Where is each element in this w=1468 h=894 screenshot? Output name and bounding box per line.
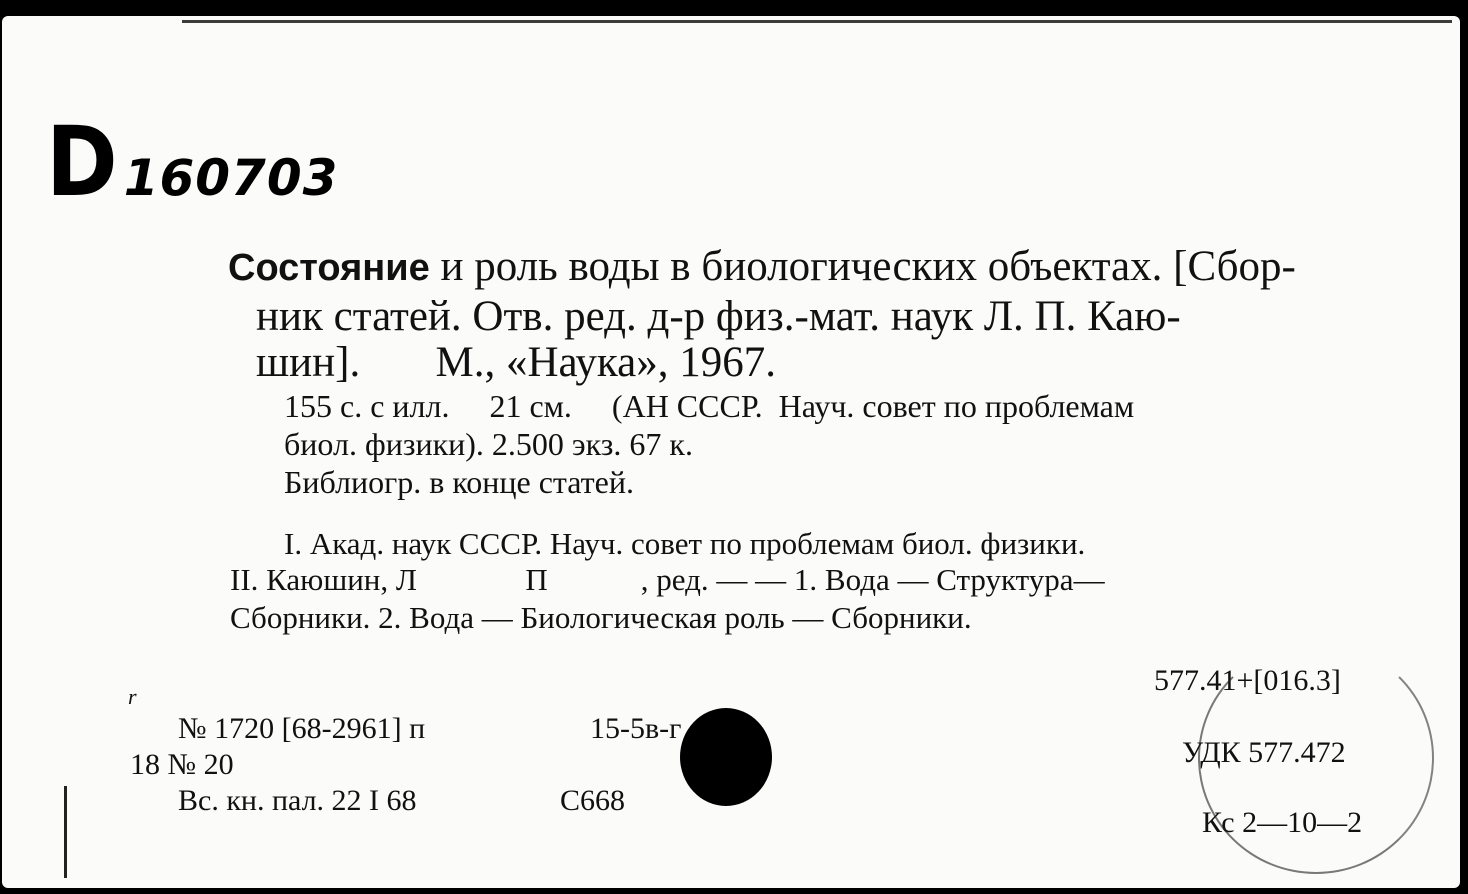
top-border-line (182, 20, 1452, 23)
udc-code: УДК 577.472 (1182, 736, 1346, 769)
ink-blot (680, 708, 772, 806)
collation-line-1: 155 с. с илл. 21 см. (АН СССР. Науч. совет по проблемам (284, 388, 1135, 424)
stamp-circle (1198, 642, 1434, 874)
catalog-card (2, 16, 1460, 888)
collation-line-2: биол. физики). 2.500 экз. 67 к. (284, 426, 693, 462)
price-code: Кс 2—10—2 (1202, 806, 1363, 839)
classification-code: 577.41+[016.3] (1154, 664, 1341, 697)
shelf-code: С668 (560, 784, 626, 817)
print-code: 15-5в-г (590, 712, 682, 745)
tracing-line-1: I. Акад. наук СССР. Науч. совет по проблемам биол. физики. (284, 526, 1086, 561)
margin-mark (64, 786, 67, 878)
bibliography-note: Библиогр. в конце статей. (284, 464, 634, 500)
chamber-reference: Вс. кн. пал. 22 I 68 (178, 784, 417, 817)
entry-title-rest: и роль воды в биологических объектах. [Сбор- (429, 243, 1296, 290)
pencil-mark: r (128, 684, 137, 709)
entry-line-1 (228, 242, 1296, 291)
record-number: № 1720 [68-2961] п (178, 712, 426, 745)
tracing-line-3: Сборники. 2. Вода — Биологическая роль — Сборники. (230, 600, 972, 635)
call-letter: D (46, 106, 116, 218)
entry-heading: Состояние (228, 247, 430, 289)
entry-line-2: ник статей. Отв. ред. д-р физ.-мат. наук Л. П. Каю- (256, 293, 1181, 340)
tracing-line-2: II. Каюшин, Л П , ред. — — 1. Вода — Структура— (230, 562, 1105, 597)
call-number-digits: 160703 (123, 149, 339, 207)
call-number (46, 106, 338, 218)
secondary-number: 18 № 20 (130, 748, 234, 781)
entry-line-3: шин]. М., «Наука», 1967. (256, 339, 776, 386)
